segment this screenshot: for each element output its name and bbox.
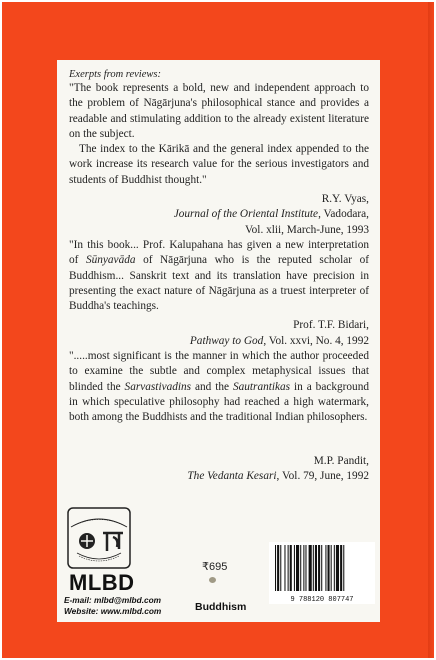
barcode-bar bbox=[321, 545, 322, 591]
barcode-bar bbox=[315, 545, 317, 591]
review3-text-b: in a background in which speculative philosophy had reached a high watermark, both among the Buddhists and the traditional Indian philosophers. bbox=[69, 380, 369, 424]
barcode-bar bbox=[309, 545, 312, 591]
barcode-bar bbox=[280, 545, 281, 591]
barcode-bar bbox=[318, 545, 320, 591]
barcode-bar bbox=[296, 545, 299, 591]
barcode-bar bbox=[325, 545, 326, 591]
price-label: ₹695 bbox=[202, 561, 228, 573]
barcode-bar bbox=[294, 545, 295, 591]
review1-place: , Vadodara, bbox=[318, 208, 369, 221]
publisher-contact bbox=[64, 595, 161, 616]
review3-text-em1: Sarvastivadins bbox=[124, 380, 192, 393]
review1-journal: Journal of the Oriental Institute bbox=[173, 208, 319, 221]
review1-reviewer: R.Y. Vyas, bbox=[321, 193, 369, 206]
barcode-bar bbox=[340, 545, 342, 591]
review2-text-em: Sūnyavāda bbox=[85, 254, 136, 267]
barcode-bar bbox=[303, 545, 304, 591]
publisher-logo-icon bbox=[67, 507, 131, 569]
reviews-content bbox=[69, 68, 369, 484]
review2-issue: , Vol. xxvi, No. 4, 1992 bbox=[263, 334, 369, 347]
barcode-bar bbox=[284, 545, 285, 591]
book-back-cover bbox=[2, 2, 434, 658]
review3-paragraph bbox=[69, 349, 369, 425]
review1-source bbox=[69, 207, 369, 222]
barcode-bar bbox=[275, 545, 276, 591]
barcode-bar bbox=[331, 545, 332, 591]
review2-journal: Pathway to God bbox=[189, 334, 264, 347]
isbn-barcode bbox=[269, 542, 375, 604]
cover-edge bbox=[428, 2, 434, 658]
publisher-name: MLBD bbox=[69, 570, 135, 595]
review3-journal: The Vedanta Kesari bbox=[187, 469, 277, 482]
barcode-bar bbox=[305, 545, 306, 591]
barcode-bar bbox=[290, 545, 292, 591]
review2-paragraph bbox=[69, 238, 369, 314]
review1-paragraph1: "The book represents a bold, new and independent approach to the problem of Nāgārjuna's philosophical stance and provides a readable and stimulating addition to the already existent literature on the subject. bbox=[69, 82, 369, 140]
barcode-bar bbox=[277, 545, 279, 591]
review3-issue: , Vol. 79, June, 1992 bbox=[276, 469, 369, 482]
review3-text-a: ".....most significant is the manner in which the author proceeded to examine the subtle and complex metaphysical issues that blinded the bbox=[69, 350, 369, 393]
publisher-email: E-mail: mlbd@mlbd.com bbox=[64, 595, 162, 605]
subject-label: Buddhism bbox=[195, 601, 247, 613]
review1-issue: Vol. xlii, March-June, 1993 bbox=[244, 223, 369, 236]
reviews-heading: Exerpts from reviews: bbox=[69, 69, 161, 80]
isbn-digits: 9 788120 807747 bbox=[290, 596, 354, 604]
barcode-bar bbox=[328, 545, 330, 591]
review1-paragraph2: The index to the Kārikā and the general index appended to the work increase its research value for the serious investigators and students of Buddhist thought." bbox=[69, 143, 369, 186]
barcode-bar bbox=[336, 545, 339, 591]
review2-text-b: of Nāgārjuna who is the reputed scholar of Buddhism... Sanskrit text and its translation have precision in presenting the exact nature of Nāgārjuna as a truest interpreter of Buddha's teachings. bbox=[69, 254, 369, 313]
barcode-bar bbox=[334, 545, 335, 591]
review2-source bbox=[69, 334, 369, 349]
review2-text-a: "In this book... Prof. Kalupahana has given a new interpretation of bbox=[69, 238, 369, 267]
review-panel bbox=[57, 60, 380, 622]
barcode-bar bbox=[288, 545, 289, 591]
barcode-bar bbox=[300, 545, 301, 591]
review3-text-em2: Sautrantikas bbox=[232, 380, 291, 393]
review3-reviewer: M.P. Pandit, bbox=[313, 454, 369, 467]
review3-source bbox=[69, 469, 369, 484]
price-sticker-mark bbox=[209, 577, 216, 583]
review2-reviewer: Prof. T.F. Bidari, bbox=[293, 319, 369, 332]
barcode-bar bbox=[343, 545, 344, 591]
review3-text-mid: and the bbox=[191, 380, 233, 393]
publisher-website: Website: www.mlbd.com bbox=[64, 605, 162, 616]
barcode-bar bbox=[313, 545, 314, 591]
